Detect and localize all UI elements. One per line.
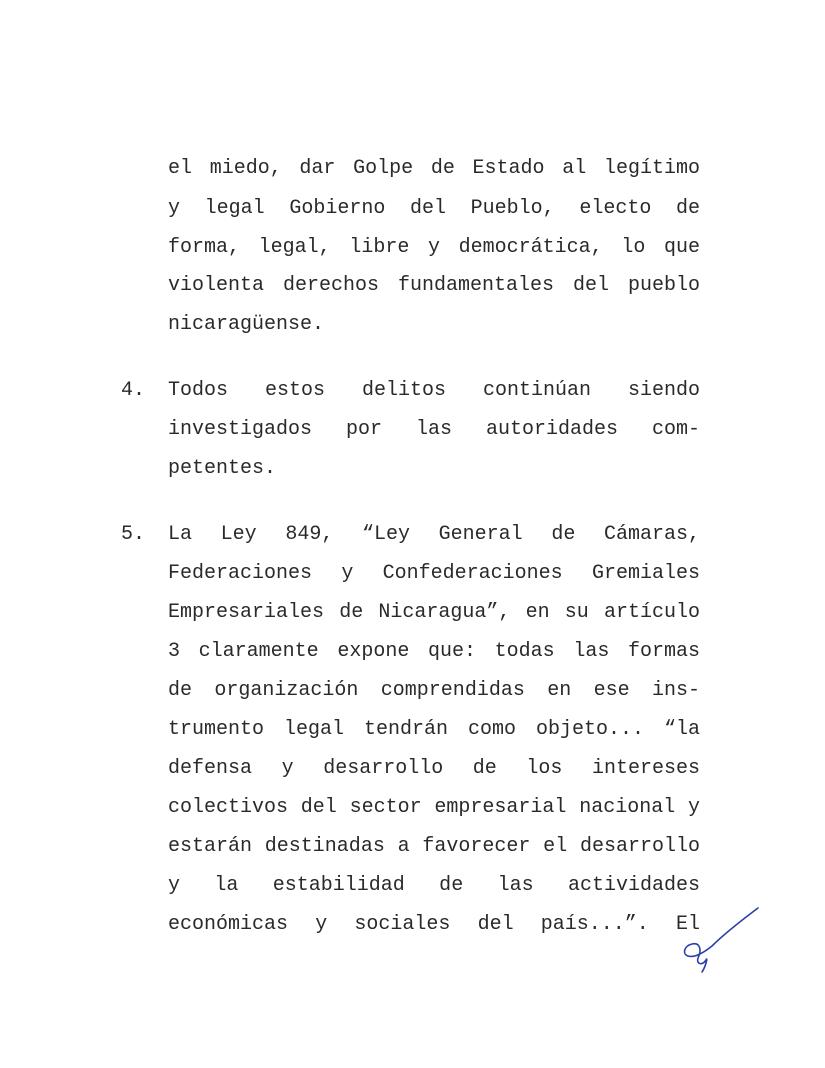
item-line: La Ley 849, “Ley General de Cámaras, xyxy=(168,523,700,546)
item-line: estarán destinadas a favorecer el desarrollo xyxy=(168,835,700,858)
item-line: 3 claramente expone que: todas las formas xyxy=(168,640,700,663)
item-number: 4. xyxy=(121,379,146,402)
paragraph-line: y legal Gobierno del Pueblo, electo de xyxy=(168,197,700,220)
item-line: Federaciones y Confederaciones Gremiales xyxy=(168,562,700,585)
paragraph-line: forma, legal, libre y democrática, lo que xyxy=(168,236,700,259)
item-line: trumento legal tendrán como objeto... “la xyxy=(168,718,700,741)
item-line: defensa y desarrollo de los intereses xyxy=(168,757,700,780)
item-line: y la estabilidad de las actividades xyxy=(168,874,700,897)
item-line: Empresariales de Nicaragua”, en su artículo xyxy=(168,601,700,624)
item-line: petentes. xyxy=(168,457,277,480)
signature-mark xyxy=(672,900,772,980)
item-line: económicas y sociales del país...”. El xyxy=(168,913,700,936)
item-line: Todos estos delitos continúan siendo xyxy=(168,379,700,402)
paragraph-line: el miedo, dar Golpe de Estado al legítimo xyxy=(168,157,700,180)
item-line: investigados por las autoridades com- xyxy=(168,418,700,441)
paragraph-line: violenta derechos fundamentales del pueblo xyxy=(168,274,700,297)
item-number: 5. xyxy=(121,523,146,546)
paragraph-line: nicaragüense. xyxy=(168,313,325,336)
item-line: de organización comprendidas en ese ins- xyxy=(168,679,700,702)
item-line: colectivos del sector empresarial nacional y xyxy=(168,796,700,819)
